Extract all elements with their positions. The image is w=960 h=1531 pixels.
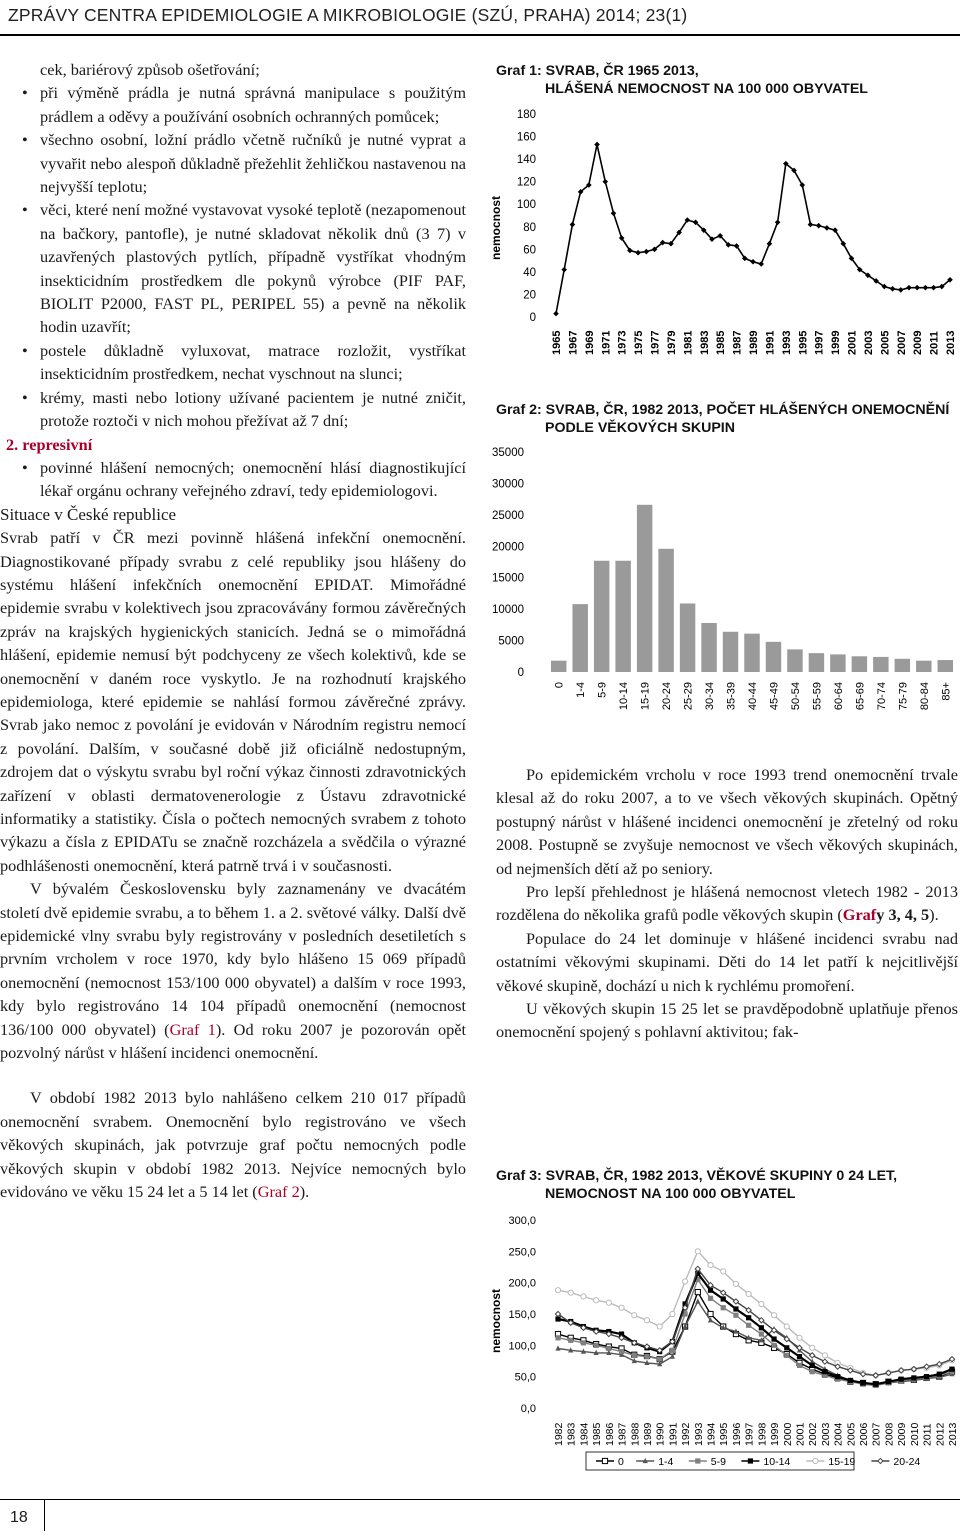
p2-text-a: V bývalém Československu byly zaznamenány ve dvacátém století dvě epidemie svrabu, a to během 1. a 2. světové války. Další dvě epidemické vlny svrabu byly registrovány v posledních desetiletích s prvním vrcholem v roce 1970, kdy bylo hlášeno 15 069 případů onemocnění (nemocnost 153/100 000 obyvatel) a dalším v roce 1993, kdy bylo registrováno 14 104 případů onemocnění (nemocnost 136/100 000 obyvatel) ( [0,879,466,1039]
data-point [643,249,649,255]
data-point [733,1313,738,1318]
x-tick-label: 1973 [616,330,629,355]
x-tick-label: 1979 [665,330,678,355]
chart3-title-line1: Graf 3: SVRAB, ČR, 1982 2013, VĚKOVÉ SKUPINY 0 24 LET, [496,1168,898,1184]
data-point [771,1343,776,1348]
x-tick-label: 20-24 [661,682,674,711]
bullet-icon: • [22,200,28,220]
paragraph-1: Svrab patří v ČR mezi povinně hlášená infekční onemocnění. Diagnostikované případy svrabu z celé republiky jsou hlášeny do systému hlášení infekčních onemocnění EPIDAT. Mimořádné epidemie svrabu v kolektivech jsou zpracovávány formou závěrečných zpráv na krajských hygienických stanicích. Jedná se o mimořádná hlášení, epidemie nemusí být podchyceny ze všech kolektivů, kde se onemocnění v daném roce vyskytlo. Je na rozhodnutí krajského epidemiologa, které epidemie se nahlásí formou závěrečné zprávy. Svrab jako nemoc z povolání je evidován v Národním registru nemocí z povolání. Dalším, v současné době již oficiálně nedostupným, zdrojem dat o výskytu svrabu byl roční výkaz činnosti zdravotnických zařízení v oblasti dermatovenerologie z Ústavu zdravotnické informatiky a statistiky. Čísla o počtech nemocných svrabem z tohoto výkazu a čísla z EPIDATu se značně rozcházela a svědčila o výrazné podhlášenosti onemocnění, která patrně trvá i v současnosti. [0,528,466,875]
x-tick-label: 2007 [870,1422,883,1446]
paragraph-3 [0,1086,466,1203]
header-rule [0,34,960,36]
x-tick-label: 1997 [813,330,826,355]
series-line [558,1251,952,1375]
data-point [721,1269,726,1274]
y-tick-label: 0 [517,667,524,679]
list-item-2 [0,433,466,456]
chart2-title-line1: Graf 2: SVRAB, ČR, 1982 2013, POČET HLÁŠENÝCH ONEMOCNĚNÍ [496,402,950,418]
p3-text-a: V období 1982 2013 bylo nahlášeno celkem 210 017 případů onemocnění svrabem. Onemocnění bylo registrováno ve všech věkových skupinách, jak potvrzuje graf počtu nemocných podle věkových skupin v období 1982 2013. Nejvíce nemocných bylo evidováno ve věku 15 24 let a 5 14 let ( [0,1088,466,1202]
data-point [835,1374,840,1379]
bullet-icon: • [22,340,28,360]
data-point [695,1289,700,1294]
data-point [670,1311,675,1316]
rp2-text-a: Pro lepší přehlednost je hlášená nemocnost vletech 1982 - 2013 rozdělena do několika grafů podle věkových skupin ( [496,882,958,925]
data-point [695,1298,700,1303]
rp2-text-b: ). [929,905,939,925]
bullet-icon: • [22,387,28,407]
data-point [555,1288,560,1293]
x-tick-label: 0 [553,682,566,689]
data-point [721,1305,726,1310]
chart1-svg [486,100,960,370]
item2-label: 2. represivní [6,434,93,454]
y-tick-label: 10000 [492,604,524,617]
x-tick-label: 2009 [912,330,925,355]
data-point [924,1374,929,1379]
y-axis-label: nemocnost [489,1288,503,1353]
series-line [558,1273,952,1384]
data-point [759,1301,764,1306]
data-point [594,1298,599,1303]
x-tick-label: 2001 [846,330,859,355]
x-tick-label: 2003 [862,330,875,355]
data-point [611,210,617,216]
y-tick-label: 200,0 [508,1277,536,1290]
y-tick-label: 20 [523,289,536,302]
data-point [899,1377,904,1382]
data-point [570,222,576,228]
x-tick-label: 1999 [769,1422,782,1446]
data-point [848,1378,853,1383]
data-point [810,1369,815,1374]
x-tick-label: 1967 [567,330,580,355]
data-point [748,1458,753,1463]
graf1-ref-link[interactable]: Graf 1 [169,1019,216,1039]
y-tick-label: 35000 [492,447,524,459]
grafy-ref-link-b[interactable]: y 3, 4, 5 [876,905,930,925]
data-point [822,1353,827,1358]
p2-text-b: ). Od roku 2007 je pozorován opět pozvolný nárůst v hlášení incidenci onemocnění. [0,1019,467,1063]
bullet-text: věci, které není možné vystavovat vysoké teplotě (nezapomenout na bačkory, pantofle), je nutné skladovat několik dnů (3 7) v uzavřených plastových pytlích, případně vystříkat vhodným insekticidním prostředkem dle pokynů výrobce (PIF PAF, BIOLIT P2000, FAST PL, PERIPEL 55) a pevně na několik hodin uzavřít; [40,200,466,337]
bullet-item [0,386,466,433]
x-tick-label: 2012 [934,1422,947,1446]
y-tick-label: 100 [516,199,536,212]
x-tick-label: 1990 [654,1422,667,1446]
footer-rule [0,1499,960,1500]
bullet-item [0,81,466,128]
data-point [949,1367,954,1372]
y-tick-label: 40 [523,266,536,279]
legend-label: 20-24 [893,1456,921,1468]
y-tick-label: 300,0 [508,1215,536,1227]
bar [680,603,695,672]
journal-title: ZPRÁVY CENTRA EPIDEMIOLOGIE A MIKROBIOLOGIE (SZÚ, PRAHA) 2014; 23(1) [8,5,688,25]
page-number: 18 [10,1509,28,1526]
x-tick-label: 2013 [947,1422,959,1446]
legend-label: 5-9 [710,1456,726,1468]
x-tick-label: 1992 [680,1422,693,1446]
chart2-title [496,401,949,437]
x-tick-label: 1987 [616,1422,629,1446]
data-point [555,1345,560,1350]
data-point [906,285,912,291]
x-tick-label: 60-64 [832,682,845,711]
data-point [873,1382,878,1387]
x-tick-label: 1999 [830,330,843,355]
data-point [775,219,781,225]
x-tick-label: 1994 [705,1422,718,1446]
data-point [824,225,830,231]
x-tick-label: 1984 [578,1422,591,1446]
data-point [799,182,805,188]
y-tick-label: 0 [529,312,536,324]
x-tick-label: 35-39 [725,682,738,711]
x-tick-label: 1995 [718,1422,731,1446]
x-tick-label: 1987 [731,330,744,355]
bar [723,632,738,672]
y-tick-label: 25000 [492,509,524,522]
data-point [816,223,822,229]
data-point [606,1346,611,1351]
bar [830,654,845,672]
x-tick-label: 2000 [781,1422,794,1446]
y-tick-label: 5000 [498,635,524,648]
data-point [886,1379,891,1384]
x-tick-label: 1989 [748,330,760,355]
chart2-svg [486,440,960,745]
x-tick-label: 1988 [629,1422,642,1446]
data-point [771,1336,776,1341]
x-tick-label: 70-74 [875,682,888,711]
x-tick-label: 1982 [553,1422,565,1446]
x-tick-label: 1986 [603,1422,616,1446]
data-point [784,1353,789,1358]
y-tick-label: 160 [516,131,536,144]
bar [551,661,566,672]
y-axis-label: nemocnost [489,195,503,260]
data-point [808,222,814,228]
y-tick-label: 150,0 [508,1309,536,1321]
x-tick-label: 2005 [879,330,892,355]
x-tick-label: 1971 [600,330,613,355]
x-tick-label: 1985 [715,330,728,355]
x-tick-label: 15-19 [639,682,652,711]
bullet-text: postele důkladně vyluxovat, matrace rozložit, vystříkat insekticidním prostředkem, nechat vyschnout na slunci; [40,340,466,384]
x-tick-label: 1996 [730,1422,743,1446]
data-point [746,1291,751,1296]
x-tick-label: 1991 [667,1422,680,1446]
data-point [860,1380,865,1385]
footer-divider [44,1499,45,1531]
data-point [890,286,896,292]
data-point [619,1305,624,1310]
data-point [555,1335,560,1340]
data-point [733,1281,738,1286]
data-point [708,1296,713,1301]
data-point [797,1354,802,1359]
left-column [0,58,466,1204]
data-point [797,1363,802,1368]
data-point [911,1375,916,1380]
chart1-title [496,62,868,98]
section-title: Situace v České republice [0,504,177,524]
series-line [558,1302,952,1386]
bullet-item [0,128,466,198]
paragraph-2 [0,877,466,1064]
x-tick-label: 5-9 [596,682,609,698]
data-point [644,1354,649,1359]
y-tick-label: 30000 [492,478,524,491]
bar [744,634,759,672]
y-tick-label: 180 [516,109,536,121]
x-tick-label: 10-14 [618,682,631,711]
x-tick-label: 2004 [832,1422,845,1446]
data-point [568,1290,573,1295]
bullet-text: při výměně prádla je nutná správná manipulace s použitým prádlem a oděvy a používání osobních ochranných pomůcek; [40,83,466,126]
y-tick-label: 0,0 [520,1403,536,1415]
x-tick-label: 55-59 [811,682,824,711]
x-tick-label: 1983 [565,1422,578,1446]
data-point [771,1313,776,1318]
data-point [759,1331,764,1336]
x-tick-label: 2007 [895,330,908,355]
right-paragraph-3: Populace do 24 let dominuje v hlášené incidenci svrabu nad ostatními věkovými skupinami. Děti do 14 let patří k nejcitlivější věkové skupině, dochází u nich k rychlému promoření. [496,928,958,995]
bar [916,661,931,672]
legend-label: 15-19 [828,1456,856,1468]
data-point [695,1249,700,1254]
intro-text: cek, bariérový způsob ošetřování; [40,60,260,79]
data-point [923,285,929,291]
x-tick-label: 1989 [641,1422,654,1446]
x-tick-label: 2011 [928,331,941,355]
data-point [581,1340,586,1345]
data-point [937,1372,942,1377]
data-point [931,285,937,291]
chart3-svg [486,1208,960,1476]
right-paragraph-1: Po epidemickém vrcholu v roce 1993 trend onemocnění trvale klesal až do roku 2007, a to ve všech věkových skupinách. Opětný postupný nárůst v hlášené incidenci onemocnění je zřetelný od roku 2008. Postupně se zvyšuje nemocnost ve všech věkových skupinách, od nejmenších dětí až po seniory. [496,765,958,878]
right-paragraph-4: U věkových skupin 15 25 let se pravděpodobně uplatňuje přenos onemocnění spojený s pohlavní aktivitou; fak- [496,999,958,1042]
data-point [878,1458,883,1463]
bullet-icon: • [22,83,28,103]
x-tick-label: 1991 [764,330,777,355]
chart3-title [496,1167,897,1203]
x-tick-label: 1981 [682,330,695,355]
x-tick-label: 1995 [797,330,810,355]
bullet-list-1 [0,81,466,432]
data-point [632,1353,637,1358]
data-point [632,1313,637,1318]
data-point [810,1363,815,1368]
data-point [822,1359,827,1364]
data-point [822,1369,827,1374]
data-point [758,261,764,267]
data-point [657,1324,662,1329]
x-tick-label: 2013 [945,330,957,355]
data-point [708,1311,713,1316]
y-tick-label: 80 [523,221,536,234]
x-tick-label: 80-84 [918,682,931,711]
bullet-icon: • [22,130,28,150]
bar [938,660,953,672]
bar [615,561,630,672]
legend-label: 1-4 [658,1456,674,1468]
x-tick-label: 1993 [780,330,793,355]
x-tick-label: 1985 [591,1422,604,1446]
data-point [553,311,559,317]
x-tick-label: 40-44 [747,682,759,711]
bullet-icon: • [22,457,28,477]
bullet-list-2 [0,456,466,503]
data-point [914,285,920,291]
bar [701,623,716,672]
x-tick-label: 45-49 [768,682,781,711]
y-tick-label: 140 [516,154,536,167]
x-tick-label: 1998 [756,1422,769,1446]
data-point [670,1348,675,1353]
data-point [594,1343,599,1348]
y-tick-label: 20000 [492,541,524,554]
data-point [797,1335,802,1340]
data-point [898,287,904,293]
data-point [657,1357,662,1362]
bar [572,604,587,672]
chart3-title-line2: NEMOCNOST NA 100 000 OBYVATEL [545,1186,796,1202]
bar [637,505,652,672]
data-point [602,1458,607,1463]
bar [787,649,802,672]
x-tick-label: 30-34 [704,682,717,711]
data-point [635,250,641,256]
x-tick-label: 50-54 [789,682,802,711]
x-tick-label: 1997 [743,1422,756,1446]
x-tick-label: 2002 [807,1422,820,1446]
data-point [750,259,756,265]
legend-label: 0 [618,1456,624,1468]
bar [658,549,673,672]
grafy-ref-link-a[interactable]: Graf [842,905,877,925]
data-point [602,179,608,185]
data-point [733,1306,738,1311]
data-point [682,1279,687,1284]
data-point [813,1458,818,1463]
y-tick-label: 100,0 [508,1340,536,1353]
p3-text-b: ). [299,1182,310,1202]
y-tick-label: 50,0 [514,1371,536,1384]
chart1-title-line2: HLÁŠENÁ NEMOCNOST NA 100 000 OBYVATEL [545,81,868,97]
data-point [581,1294,586,1299]
x-tick-label: 2001 [794,1422,807,1446]
data-point [810,1345,815,1350]
data-point [767,241,773,247]
x-tick-label: 85+ [940,682,953,701]
y-tick-label: 120 [516,176,536,189]
data-point [746,1315,751,1320]
graf2-ref-link[interactable]: Graf 2 [257,1182,300,1202]
spacer [0,1064,466,1086]
y-tick-label: 15000 [492,572,524,585]
x-tick-label: 25-29 [682,682,695,711]
bullet-item [0,339,466,386]
chart2-title-line2: PODLE VĚKOVÝCH SKUPIN [545,420,735,436]
x-tick-label: 65-69 [854,682,867,711]
bar [895,659,910,672]
data-point [644,1318,649,1323]
data-point [721,1296,726,1301]
x-tick-label: 75-79 [897,682,910,711]
x-tick-label: 1969 [583,330,596,355]
y-tick-label: 60 [523,244,536,257]
data-point [746,1323,751,1328]
right-paragraph-2 [496,880,958,927]
x-tick-label: 2006 [858,1422,871,1446]
bullet-item [0,456,466,503]
bar [594,561,609,672]
x-tick-label: 1975 [633,330,646,355]
data-point [695,1458,700,1463]
x-tick-label: 1965 [551,330,563,355]
right-text [496,763,958,1044]
x-tick-label: 2009 [896,1422,909,1446]
data-point [784,1345,789,1350]
bullet-text: povinné hlášení nemocných; onemocnění hlásí diagnostikující lékař orgánu ochrany veřejného zdraví, tedy epidemiologovi. [40,457,466,501]
y-tick-label: 250,0 [508,1246,536,1259]
bar [852,656,867,672]
x-tick-label: 1993 [692,1422,705,1446]
data-point [619,1349,624,1354]
data-point [784,1324,789,1329]
bar [873,657,888,672]
legend-label: 10-14 [763,1456,791,1468]
chart1-title-line1: Graf 1: SVRAB, ČR 1965 2013, [496,63,699,79]
data-point [568,1338,573,1343]
x-tick-label: 2011 [921,1423,934,1446]
page-header [0,0,960,34]
x-tick-label: 1977 [649,330,662,355]
data-point [606,1300,611,1305]
bullet-text: všechno osobní, ložní prádlo včetně ručníků je nutné vyprat a vyvařit nebo alespoň důkladně přežehlit žehličkou nastavenou na nejvyšší teplotu; [40,130,466,197]
x-tick-label: 2010 [908,1422,921,1446]
x-tick-label: 1-4 [575,682,588,698]
x-tick-label: 2003 [819,1422,832,1446]
bar [809,653,824,672]
data-point [708,1263,713,1268]
data-point [561,267,567,273]
x-tick-label: 2008 [883,1422,896,1446]
data-point [594,142,600,148]
bullet-item [0,198,466,338]
data-point [759,1325,764,1330]
x-tick-label: 2005 [845,1422,858,1446]
x-tick-label: 1983 [698,330,711,355]
bar [766,642,781,672]
bullet-text: krémy, masti nebo lotiony užívané pacientem je nutné zničit, protože roztoči v nich mohou přežívat až 7 dní; [40,387,466,431]
